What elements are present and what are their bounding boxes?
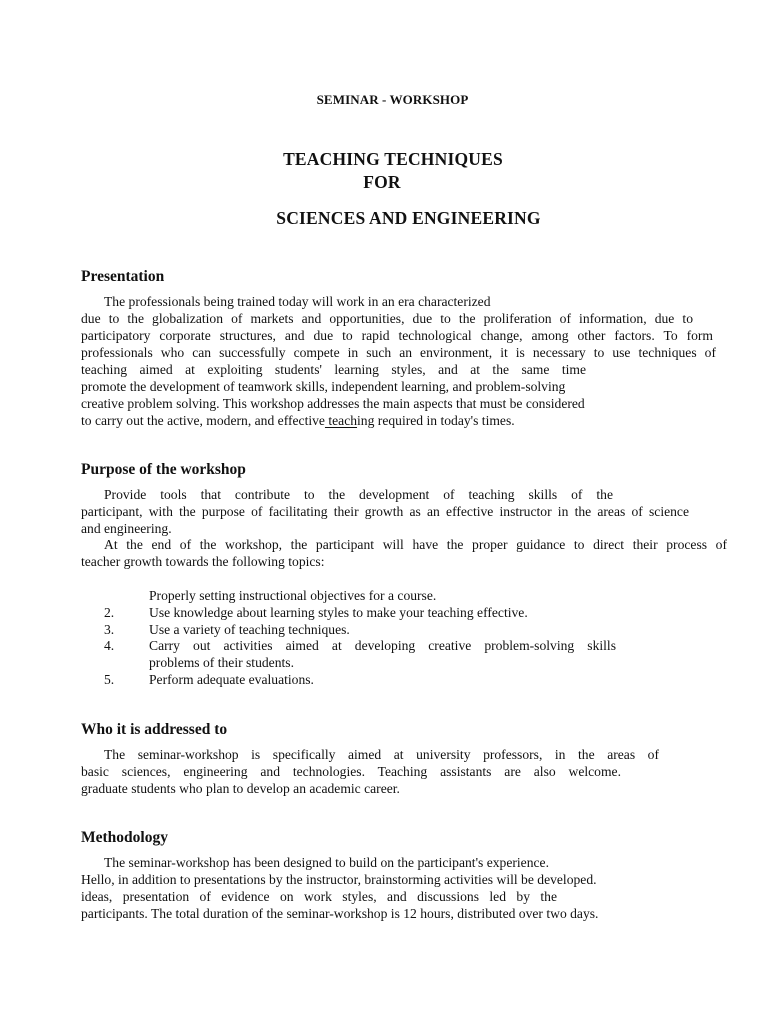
topic-item-4-number: 4. [104,638,115,653]
presentation-line: due to the globalization of markets and opportunities, due to the proliferation of information, due to [81,311,693,326]
methodology-line: Hello, in addition to presentations by the instructor, brainstorming activities will be developed. [81,872,597,887]
purpose-line: teacher growth towards the following topics: [81,554,325,569]
purpose-line: participant, with the purpose of facilitating their growth as an effective instructor in the areas of science [81,504,689,519]
topic-item-5-text: Perform adequate evaluations. [149,672,314,687]
presentation-line: professionals who can successfully compete in such an environment, it is necessary to use techniques of [81,345,716,360]
purpose-line: Provide tools that contribute to the development of teaching skills of the [104,487,613,502]
presentation-line: The professionals being trained today will work in an era characterized [104,294,491,309]
presentation-heading: Presentation [81,268,165,285]
purpose-line: and engineering. [81,521,172,536]
audience-heading: Who it is addressed to [81,721,228,738]
topic-item-4-text: Carry out activities aimed at developing creative problem-solving skills [149,638,616,653]
topic-item-5-number: 5. [104,672,115,687]
topic-item-2-text: Use knowledge about learning styles to make your teaching effective. [149,605,528,620]
audience-line: graduate students who plan to develop an academic career. [81,781,400,796]
topic-item-4-continuation: problems of their students. [149,655,294,670]
presentation-line: participatory corporate structures, and due to rapid technological change, among other factors. To form [81,328,713,343]
topic-item-3-number: 3. [104,622,115,637]
presentation-last-line-start: to carry out the active, modern, and effective [81,413,325,428]
methodology-line: The seminar-workshop has been designed to build on the participant's experience. [104,855,549,870]
presentation-last-line [81,413,515,429]
topic-item-3-text: Use a variety of teaching techniques. [149,622,350,637]
topic-item-1-text: Properly setting instructional objectives for a course. [149,588,437,603]
title-line-2: FOR [363,172,401,192]
purpose-line: At the end of the workshop, the participant will have the proper guidance to direct their process of [104,537,727,552]
purpose-heading: Purpose of the workshop [81,461,246,478]
audience-line: The seminar-workshop is specifically aimed at university professors, in the areas of [104,747,659,762]
underlined-word: teach [324,413,358,428]
presentation-line: teaching aimed at exploiting students' learning styles, and at the same time [81,362,586,377]
presentation-line: creative problem solving. This workshop addresses the main aspects that must be considered [81,396,585,411]
audience-line: basic sciences, engineering and technologies. Teaching assistants are also welcome. [81,764,621,779]
methodology-heading: Methodology [81,829,168,846]
document-kicker: SEMINAR - WORKSHOP [316,92,469,107]
methodology-line: ideas, presentation of evidence on work styles, and discussions led by the [81,889,557,904]
topic-item-2-number: 2. [104,605,115,620]
presentation-line: promote the development of teamwork skills, independent learning, and problem-solving [81,379,566,394]
methodology-line: participants. The total duration of the seminar-workshop is 12 hours, distributed over two days. [81,906,599,921]
title-line-1: TEACHING TECHNIQUES [283,149,503,169]
title-line-3: SCIENCES AND ENGINEERING [276,208,541,228]
presentation-last-line-end: ing required in today's times. [357,413,515,428]
